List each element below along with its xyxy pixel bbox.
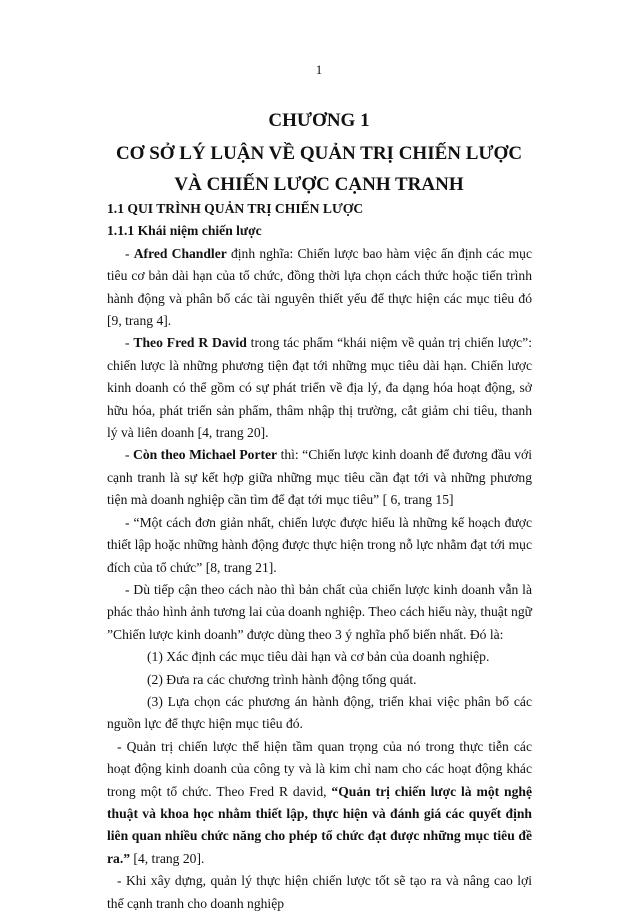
chapter-heading: CHƯƠNG 1 [268,110,370,131]
citation: [4, trang 20]. [130,850,205,866]
paragraph-competitive-advantage: - Khi xây dựng, quản lý thực hiện chiến lược tốt sẽ tạo ra và nâng cao lợi thế cạnh tranh cho doanh nghiệp [107,873,532,911]
chapter-title-line-2: VÀ CHIẾN LƯỢC CẠNH TRANH [174,174,464,195]
paragraph-text: - Quản trị chiến lược thể hiện tầm quan trọng của nó trong thực tiễn các hoạt động kinh doanh của công ty và là kim chỉ nam cho các hoạt động khác trong một tổ chức. Theo Fred R david, [107,738,532,799]
paragraph-text: thì: “Chiến lược kinh doanh để đương đầu với cạnh tranh là sự kết hợp giữa những mục tiêu cần đạt tới và những phương tiện mà doanh nghiệp cần tìm để đạt tới mục tiêu” [ 6, trang 15] [107,447,532,508]
paragraph-simple-definition: - “Một cách đơn giản nhất, chiến lược được hiểu là những kế hoạch được thiết lập hoặc những hành động được thực hiện trong nỗ lực nhằm đạt tới mục đích của tổ chức” [8, trang 21]. [107,514,532,575]
subsection-heading: 1.1.1 Khái niệm chiến lược [107,223,262,239]
bullet: - [125,335,134,351]
page-number: 1 [315,62,323,77]
definition-quote: “Quản trị chiến lược là một nghệ thuật và khoa học nhằm thiết lập, thực hiện và đánh giá các quyết định liên quan nhiều chức năng cho phép tổ chức đạt được những mục tiêu đề ra.” [107,783,532,866]
paragraph-david [107,332,532,444]
paragraph-text: định nghĩa: Chiến lược bao hàm việc ấn định các mục tiêu cơ bản dài hạn của tổ chức, đồng thời lựa chọn cách thức hoặc tiến trình hành động và phân bổ các tài nguyên thiết yếu để thực hiện các mục tiêu đó [9, trang 4]. [107,245,532,329]
author-name: Còn theo Michael Porter [133,447,278,463]
document-body [107,198,532,915]
chapter-title-line-1: CƠ SỞ LÝ LUẬN VỀ QUẢN TRỊ CHIẾN LƯỢC [115,143,523,164]
bullet: - [125,245,134,261]
list-item-1: (1) Xác định các mục tiêu dài hạn và cơ bản của doanh nghiệp. [147,649,490,665]
bullet: - [125,447,134,463]
paragraph-strategic-management [107,736,532,870]
paragraph-essence: - Dù tiếp cận theo cách nào thì bản chất của chiến lược kinh doanh vẫn là phác thảo hình ảnh tương lai của doanh nghiệp. Theo cách hiểu này, thuật ngữ ”Chiến lược kinh doanh” được dùng theo 3 ý nghĩa phổ biến nhất. Đó là: [107,581,532,642]
section-heading: 1.1 QUI TRÌNH QUẢN TRỊ CHIẾN LƯỢC [107,201,364,216]
author-name: Theo Fred R David [133,335,247,351]
list-item-2: (2) Đưa ra các chương trình hành động tổng quát. [147,671,417,687]
list-item-3: (3) Lựa chọn các phương án hành động, triển khai việc phân bổ các nguồn lực để thực hiện mục tiêu đó. [107,693,532,732]
paragraph-text: trong tác phẩm “khái niệm về quản trị chiến lược”: chiến lược là những phương tiện đạt tới những mục tiêu dài hạn. Chiến lược kinh doanh có thể gồm có sự phát triển về địa lý, đa dạng hóa hoạt động, sở hữu hóa, phát triển sản phẩm, thâm nhập thị trường, cắt giảm chi tiêu, thanh lý và liên doanh [4, trang 20]. [107,335,532,441]
paragraph-porter [107,444,532,511]
paragraph-chandler [107,243,532,333]
author-name: Afred Chandler [133,245,227,261]
